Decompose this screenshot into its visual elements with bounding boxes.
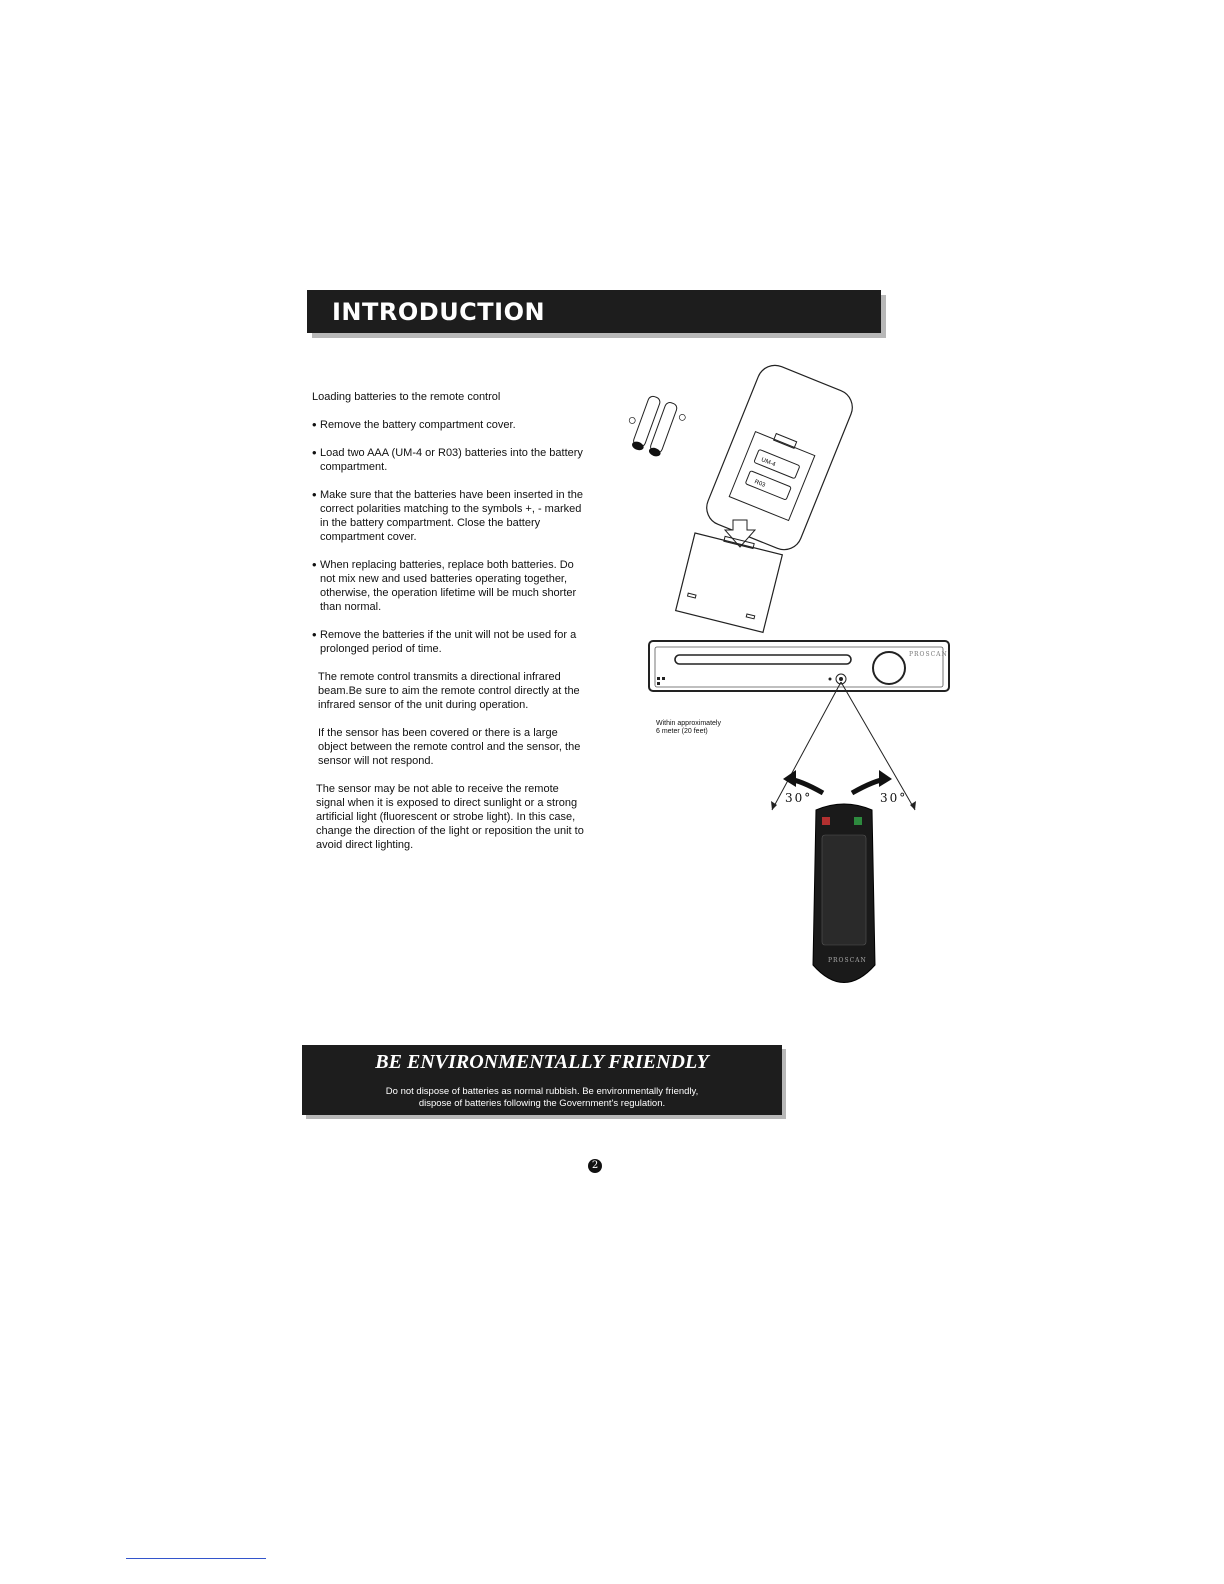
bullet-dot-icon: • bbox=[312, 487, 317, 502]
bullet-text: Make sure that the batteries have been inserted in the correct polarities matching to the symbols +, - marked in the battery compartment. Close the battery compartment cover. bbox=[320, 489, 583, 543]
paragraph-ir-beam: The remote control transmits a directional infrared beam.Be sure to aim the remote control directly at the infrared sensor of the unit during operation. bbox=[318, 671, 580, 711]
angle-left-label: 30° bbox=[785, 791, 813, 805]
eco-text-line1: Do not dispose of batteries as normal rubbish. Be environmentally friendly, bbox=[385, 1086, 699, 1097]
bullet-item bbox=[312, 488, 587, 544]
range-note bbox=[656, 720, 756, 736]
bullet-text: Remove the battery compartment cover. bbox=[320, 419, 516, 431]
bullet-item bbox=[312, 418, 587, 432]
bullet-item bbox=[312, 628, 587, 656]
bullet-dot-icon: • bbox=[312, 417, 317, 432]
battery-label-2: R03 bbox=[753, 479, 766, 489]
footer-divider bbox=[126, 1558, 266, 1559]
batteries-image bbox=[621, 391, 689, 461]
dvd-player-image bbox=[649, 641, 949, 691]
angle-right-label: 30° bbox=[880, 791, 908, 805]
range-note-line2: 6 meter (20 feet) bbox=[656, 728, 708, 735]
bullet-text: Load two AAA (UM-4 or R03) batteries into the battery compartment. bbox=[320, 447, 583, 473]
section-header bbox=[307, 290, 881, 333]
eco-text-line2: dispose of batteries following the Government's regulation. bbox=[418, 1098, 666, 1109]
battery-label-1: UM-4 bbox=[760, 457, 777, 469]
eco-title: BE ENVIRONMENTALLY FRIENDLY bbox=[375, 1051, 709, 1073]
bullet-text: When replacing batteries, replace both batteries. Do not mix new and used batteries operating together, otherwise, the operation lifetime will be much shorter than normal. bbox=[320, 559, 577, 613]
range-note-line1: Within approximately bbox=[656, 720, 721, 727]
remote-back-image bbox=[701, 360, 857, 555]
instructions-text bbox=[312, 390, 587, 866]
bullet-text: Remove the batteries if the unit will not be used for a prolonged period of time. bbox=[320, 629, 577, 655]
remote-brand: PROSCAN bbox=[828, 957, 867, 964]
illustration-drawing bbox=[600, 355, 960, 1005]
bullet-dot-icon: • bbox=[312, 557, 317, 572]
remote-illustration bbox=[600, 355, 960, 1005]
paragraph-direct-light: The sensor may be not able to receive the remote signal when it is exposed to direct sunlight or a strong artificial light (fluorescent or strobe light). In this case, change the direction of the light or reposition the unit to avoid direct lighting. bbox=[316, 783, 584, 851]
eco-notice bbox=[302, 1045, 782, 1115]
remote-control-image bbox=[813, 804, 875, 983]
bullet-dot-icon: • bbox=[312, 445, 317, 460]
paragraph-sensor-covered: If the sensor has been covered or there is a large object between the remote control and the sensor, the sensor will not respond. bbox=[318, 727, 581, 767]
eco-text bbox=[302, 1086, 782, 1110]
bullet-dot-icon: • bbox=[312, 627, 317, 642]
section-title: INTRODUCTION bbox=[332, 298, 546, 326]
intro-line: Loading batteries to the remote control bbox=[312, 391, 501, 403]
page-number: 2 bbox=[588, 1159, 602, 1173]
bullet-item bbox=[312, 446, 587, 474]
bullet-item bbox=[312, 558, 587, 614]
player-brand: PROSCAN bbox=[909, 651, 948, 658]
